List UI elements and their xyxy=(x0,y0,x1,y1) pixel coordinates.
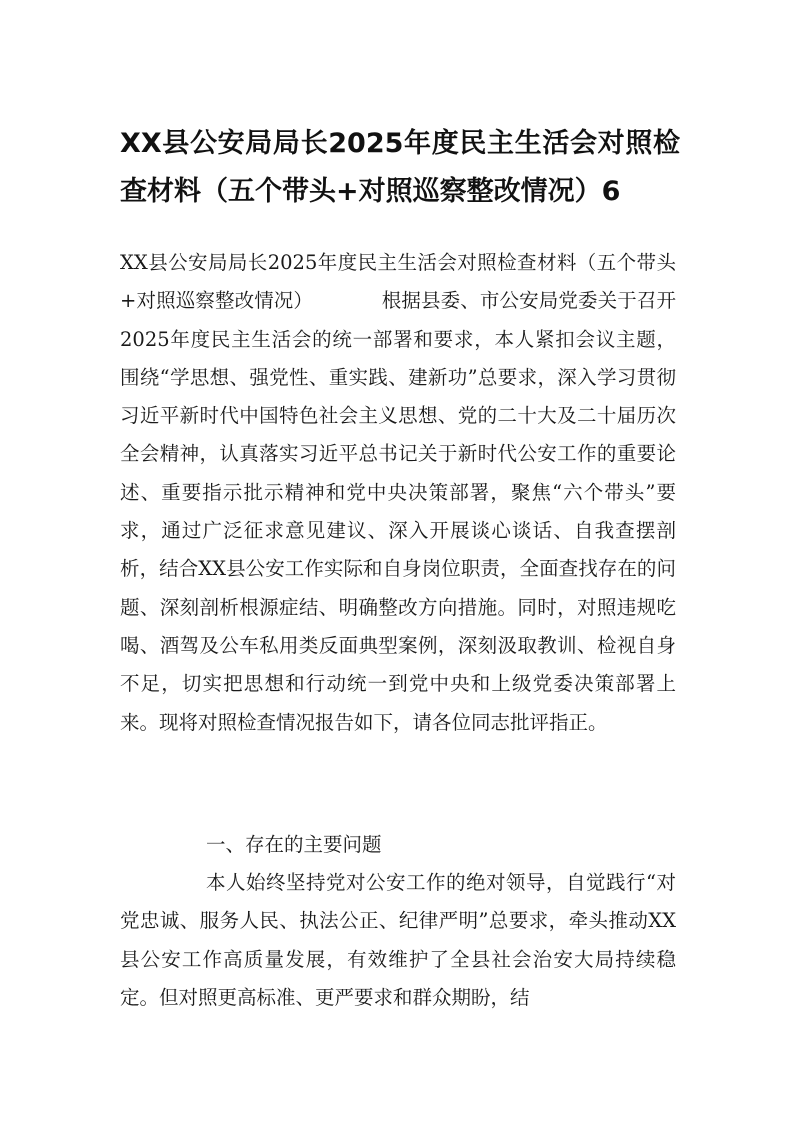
section-paragraph: 本人始终坚持党对公安工作的绝对领导，自觉践行“对党忠诚、服务人民、执法公正、纪律严明”总要求，牵头推动XX县公安工作高质量发展，有效维护了全县社会治安大局持续稳定。但对照更高标准、更严要求和群众期盼，结 xyxy=(120,871,676,1009)
intro-paragraph: XX县公安局局长2025年度民主生活会对照检查材料（五个带头+对照巡察整改情况） 根据县委、市公安局党委关于召开2025年度民主生活会的统一部署和要求，本人紧扣会议主题，围绕“学思想、强党性、重实践、建新功”总要求，深入学习贯彻习近平新时代中国特色社会主义思想、党的二十大及二十届历次全会精神，认真落实习近平总书记关于新时代公安工作的重要论述、重要指示批示精神和党中央决策部署，聚焦“六个带头”要求，通过广泛征求意见建议、深入开展谈心谈话、自我查摆剖析，结合XX县公安工作实际和自身岗位职责，全面查找存在的问题、深刻剖析根源症结、明确整改方向措施。同时，对照违规吃喝、酒驾及公车私用类反面典型案例，深刻汲取教训、检视自身不足，切实把思想和行动统一到党中央和上级党委决策部署上来。现将对照检查情况报告如下，请各位同志批评指正。 xyxy=(120,251,676,734)
section-heading: 一、存在的主要问题 xyxy=(206,833,382,856)
document-title: XX县公安局局长2025年度民主生活会对照检查材料（五个带头+对照巡察整改情况）6 xyxy=(120,128,680,207)
